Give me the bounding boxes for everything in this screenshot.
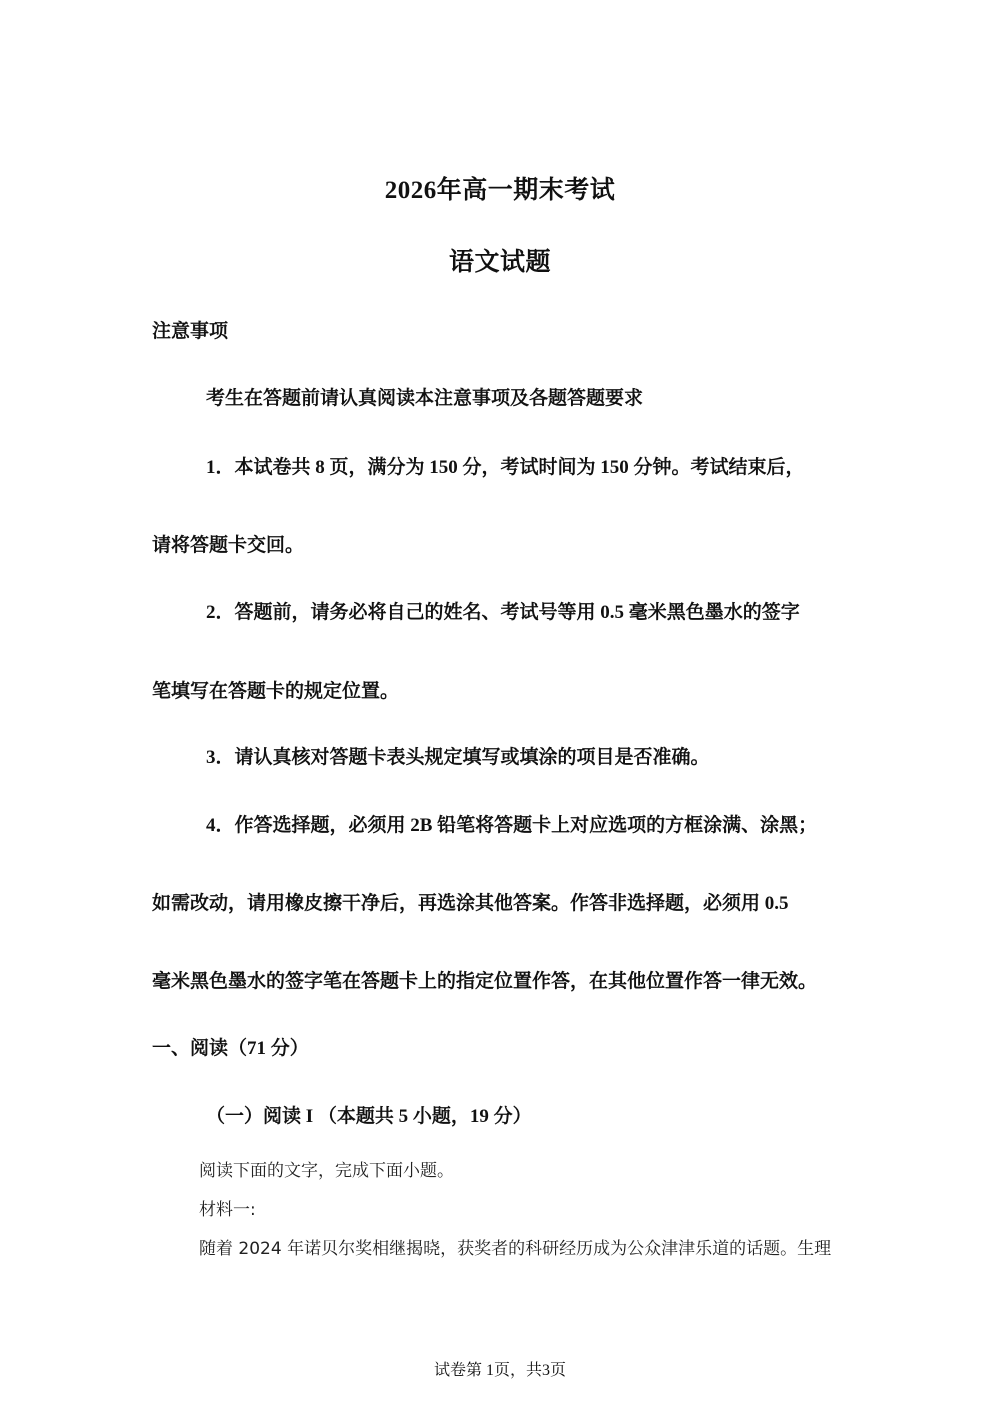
notice-item-1-line-1: 1．本试卷共 8 页，满分为 150 分，考试时间为 150 分钟。考试结束后，	[206, 457, 805, 478]
material-label: 材料一:	[199, 1200, 256, 1220]
notice-item-2-line-2: 笔填写在答题卡的规定位置。	[152, 681, 400, 702]
subsection-heading-reading-1: （一）阅读 I （本题共 5 小题，19 分）	[206, 1106, 532, 1127]
subject-title: 语文试题	[448, 249, 551, 276]
notice-item-4-line-1: 4．作答选择题，必须用 2B 铅笔将答题卡上对应选项的方框涂满、涂黑；	[206, 815, 818, 836]
reading-instruction: 阅读下面的文字，完成下面小题。	[199, 1161, 454, 1181]
exam-title: 2026年高一期末考试	[384, 177, 616, 204]
notice-item-2-line-1: 2．答题前，请务必将自己的姓名、考试号等用 0.5 毫米黑色墨水的签字	[206, 602, 800, 623]
notice-item-4-line-3: 毫米黑色墨水的签字笔在答题卡上的指定位置作答，在其他位置作答一律无效。	[152, 971, 818, 992]
notice-item-1-line-2: 请将答题卡交回。	[152, 535, 305, 556]
section-heading-reading: 一、阅读（71 分）	[152, 1038, 309, 1059]
notice-intro: 考生在答题前请认真阅读本注意事项及各题答题要求	[206, 388, 644, 409]
notice-heading: 注意事项	[152, 321, 229, 342]
material-text: 随着 2024 年诺贝尔奖相继揭晓，获奖者的科研经历成为公众津津乐道的话题。生理	[199, 1239, 832, 1259]
notice-item-3: 3．请认真核对答题卡表头规定填写或填涂的项目是否准确。	[206, 747, 710, 768]
page-footer: 试卷第 1页，共3页	[433, 1362, 566, 1379]
notice-item-4-line-2: 如需改动，请用橡皮擦干净后，再选涂其他答案。作答非选择题，必须用 0.5	[152, 893, 789, 914]
